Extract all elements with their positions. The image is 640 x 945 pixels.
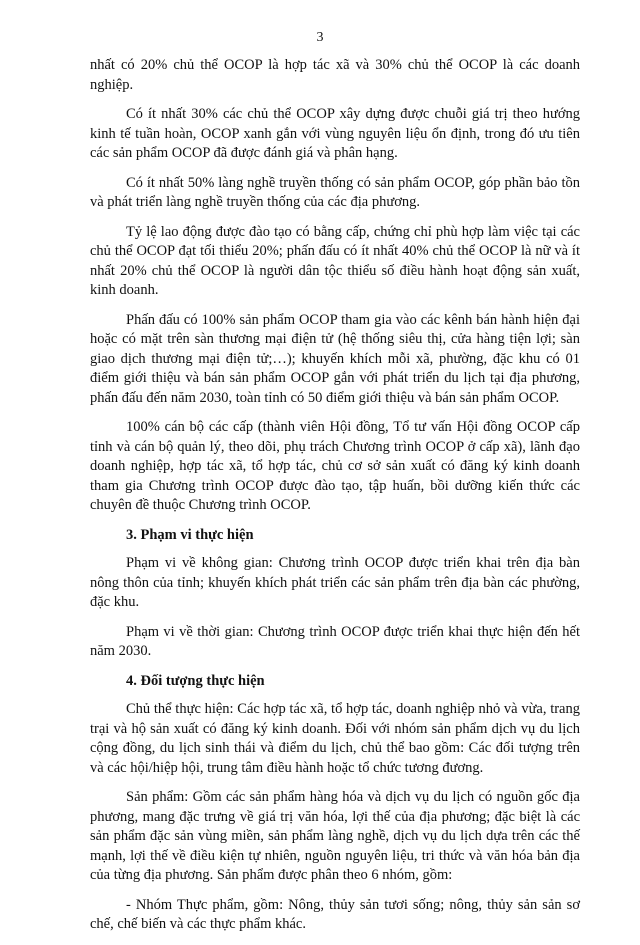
paragraph: Có ít nhất 30% các chủ thể OCOP xây dựng được chuỗi giá trị theo hướng kinh tế tuần hoàn, OCOP xanh gắn với vùng nguyên liệu ổn định, trong đó ưu tiên các sản phẩm OCOP đã được đánh giá và phân hạng. <box>90 106 580 161</box>
paragraph: Phạm vi về không gian: Chương trình OCOP được triển khai trên địa bàn nông thôn của tỉnh; khuyến khích phát triển các sản phẩm trên địa bàn các phường, đặc khu. <box>90 555 580 610</box>
page-body <box>90 56 580 945</box>
paragraph: Phấn đấu có 100% sản phẩm OCOP tham gia vào các kênh bán hành hiện đại hoặc có mặt trên sàn thương mại điện tử (hệ thống siêu thị, cửa hàng tiện lợi; sàn giao dịch thương mại điện tử;…); khuyến khích mỗi xã, phường, đặc khu có 01 điểm giới thiệu và bán sản phẩm OCOP gắn với phát triển du lịch tại địa phương, phấn đấu đến năm 2030, toàn tỉnh có 50 điểm giới thiệu và bán sản phẩm OCOP. <box>90 311 580 406</box>
page-number: 3 <box>316 30 324 45</box>
paragraph: Có ít nhất 50% làng nghề truyền thống có sản phẩm OCOP, góp phần bảo tồn và phát triển làng nghề truyền thống của các địa phương. <box>90 174 580 210</box>
paragraph: Chủ thể thực hiện: Các hợp tác xã, tổ hợp tác, doanh nghiệp nhỏ và vừa, trang trại và hộ sản xuất có đăng ký kinh doanh. Đối với nhóm sản phẩm dịch vụ du lịch cộng đồng, du lịch sinh thái và điểm du lịch, chủ thể bao gồm: Các đối tượng trên và các hội/hiệp hội, trung tâm điều hành hoặc tổ chức tương đương. <box>90 701 580 776</box>
paragraph: Phạm vi về thời gian: Chương trình OCOP được triển khai thực hiện đến hết năm 2030. <box>90 623 580 659</box>
paragraph: - Nhóm Thực phẩm, gồm: Nông, thủy sản tươi sống; nông, thủy sản sản sơ chế, chế biến và các thực phẩm khác. <box>90 896 580 932</box>
section-heading: 4. Đối tượng thực hiện <box>126 672 265 689</box>
paragraph: Tỷ lệ lao động được đào tạo có bằng cấp, chứng chỉ phù hợp làm việc tại các chủ thể OCOP đạt tối thiểu 20%; phấn đấu có ít nhất 40% chủ thể OCOP là nữ và ít nhất 20% chủ thể OCOP là người dân tộc thiểu số điều hành hoạt động sản xuất, kinh doanh. <box>90 223 580 298</box>
paragraph: 100% cán bộ các cấp (thành viên Hội đồng, Tổ tư vấn Hội đồng OCOP cấp tỉnh và cán bộ quản lý, theo dõi, phụ trách Chương trình OCOP ở cấp xã), lãnh đạo doanh nghiệp, hợp tác xã, tổ hợp tác, chủ cơ sở sản xuất có đăng ký kinh doanh tham gia Chương trình OCOP được đào tạo, tập huấn, bồi dưỡng kiến thức các chuyên đề thuộc Chương trình OCOP. <box>90 419 580 513</box>
section-heading: 3. Phạm vi thực hiện <box>126 526 254 543</box>
paragraph: Sản phẩm: Gồm các sản phẩm hàng hóa và dịch vụ du lịch có nguồn gốc địa phương, mang đặc trưng về giá trị văn hóa, lợi thế của địa phương; đặc biệt là các sản phẩm đặc sản vùng miền, sản phẩm làng nghề, dịch vụ du lịch dựa trên các thế mạnh, lợi thế về điều kiện tự nhiên, nguồn nguyên liệu, tri thức và văn hóa bản địa của từng địa phương. Sản phẩm được phân theo 6 nhóm, gồm: <box>90 789 580 883</box>
paragraph: nhất có 20% chủ thể OCOP là hợp tác xã và 30% chủ thể OCOP là các doanh nghiệp. <box>90 57 580 93</box>
